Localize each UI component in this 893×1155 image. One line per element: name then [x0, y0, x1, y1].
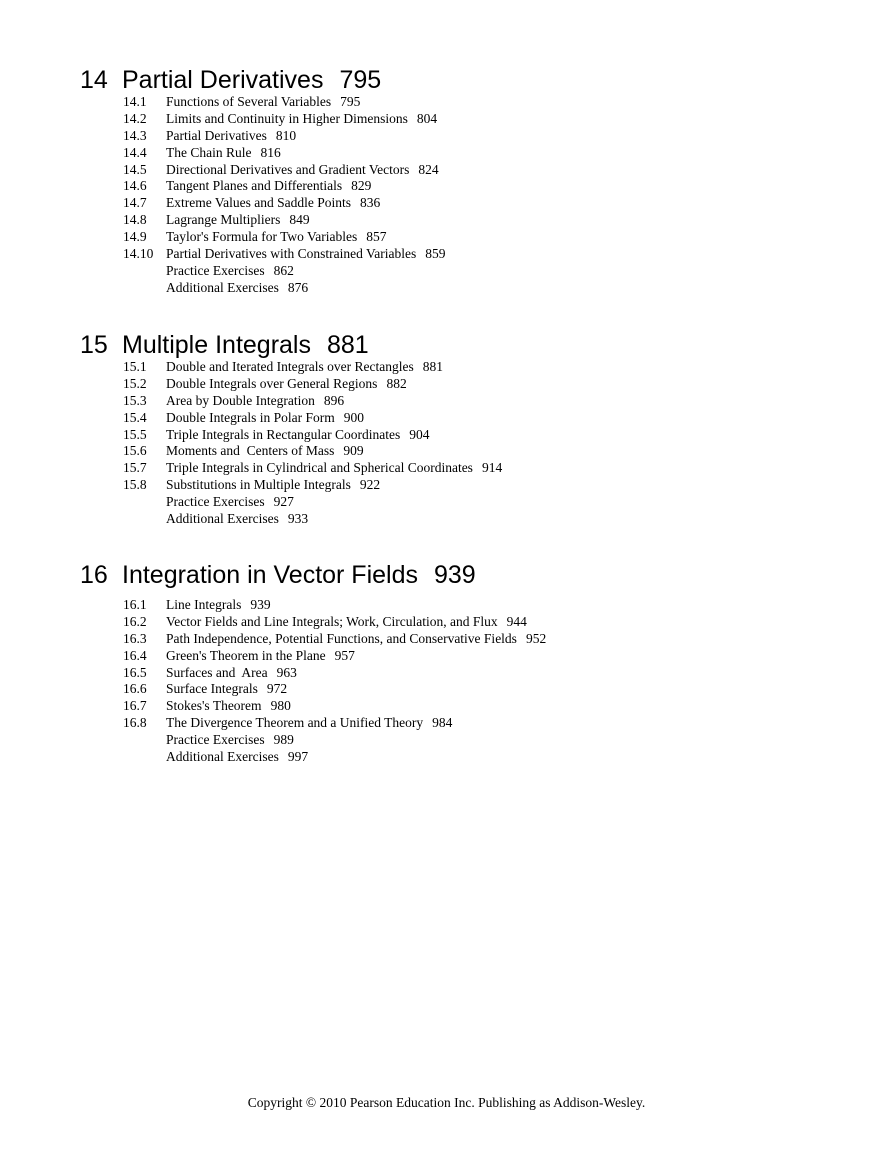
section-title: Triple Integrals in Rectangular Coordinates	[166, 426, 401, 442]
section-number: 16.4	[123, 647, 147, 663]
section-number: 16.3	[123, 630, 147, 646]
toc-section-entry	[123, 648, 546, 665]
section-page-number: 972	[266, 681, 288, 697]
toc-section-entry	[123, 681, 546, 698]
section-number: 14.9	[123, 229, 147, 245]
section-title: Limits and Continuity in Higher Dimensions	[166, 110, 408, 126]
section-number: 14.7	[123, 195, 147, 211]
section-title: Green's Theorem in the Plane	[166, 647, 326, 663]
toc-section-entry	[123, 614, 546, 631]
section-number: 14.2	[123, 110, 147, 126]
section-page-number: 881	[422, 359, 444, 374]
section-title: Practice Exercises	[166, 732, 265, 748]
section-page-number: 939	[250, 597, 271, 612]
toc-section-entry	[123, 178, 445, 195]
toc-section-entry	[123, 749, 546, 766]
toc-section-entry	[123, 477, 502, 494]
section-page-number: 952	[525, 630, 547, 646]
section-title: Surfaces and Area	[166, 664, 268, 680]
chapter-number: 16	[80, 561, 108, 589]
section-title: Partial Derivatives	[166, 127, 267, 143]
section-title: Practice Exercises	[166, 494, 265, 510]
section-page-number: 882	[386, 375, 407, 391]
section-title: Tangent Planes and Differentials	[166, 178, 343, 194]
section-number: 14.4	[123, 144, 147, 160]
section-page-number: 933	[287, 511, 309, 527]
section-number: 14.5	[123, 161, 147, 177]
section-title: Additional Exercises	[166, 279, 279, 295]
section-title: Practice Exercises	[166, 262, 265, 278]
section-title: Taylor's Formula for Two Variables	[166, 229, 358, 245]
section-page-number: 857	[366, 229, 387, 245]
section-list	[80, 597, 546, 766]
section-page-number: 804	[416, 110, 438, 126]
section-page-number: 824	[418, 161, 439, 177]
section-list	[80, 94, 445, 297]
section-title: Extreme Values and Saddle Points	[166, 195, 351, 211]
section-number: 15.5	[123, 426, 147, 442]
section-page-number: 944	[506, 613, 527, 629]
section-page-number: 849	[289, 212, 310, 228]
section-number: 14.10	[123, 246, 154, 262]
chapter-16	[80, 561, 546, 766]
toc-section-entry	[123, 393, 502, 410]
toc-section-entry	[123, 597, 546, 614]
toc-section-entry	[123, 511, 502, 528]
toc-section-entry	[123, 494, 502, 511]
section-title: Area by Double Integration	[166, 392, 315, 408]
section-page-number: 980	[270, 698, 291, 714]
section-title: Substitutions in Multiple Integrals	[166, 477, 351, 493]
chapter-page-number: 795	[339, 66, 382, 94]
section-number: 15.1	[123, 359, 147, 374]
section-title: Additional Exercises	[166, 511, 279, 527]
section-page-number: 997	[287, 749, 309, 765]
section-title: Directional Derivatives and Gradient Vectors	[166, 161, 410, 177]
toc-section-entry	[123, 410, 502, 427]
section-title: The Divergence Theorem and a Unified Theory	[166, 715, 424, 731]
section-title: Double Integrals in Polar Form	[166, 409, 335, 425]
chapter-title: Integration in Vector Fields	[122, 561, 418, 589]
toc-section-entry	[123, 280, 445, 297]
section-number: 15.8	[123, 477, 147, 493]
toc-section-entry	[123, 698, 546, 715]
section-page-number: 795	[340, 94, 361, 109]
toc-section-entry	[123, 128, 445, 145]
toc-section-entry	[123, 246, 445, 263]
section-number: 14.8	[123, 212, 147, 228]
section-page-number: 909	[343, 443, 364, 459]
toc-section-entry	[123, 376, 502, 393]
section-number: 14.3	[123, 127, 147, 143]
section-number: 14.6	[123, 178, 147, 194]
section-page-number: 963	[276, 664, 297, 680]
toc-section-entry	[123, 162, 445, 179]
chapter-15	[80, 331, 502, 528]
section-number: 15.6	[123, 443, 147, 459]
section-page-number: 927	[273, 494, 294, 510]
toc-section-entry	[123, 229, 445, 246]
chapter-heading	[80, 331, 502, 359]
toc-section-entry	[123, 732, 546, 749]
section-title: Triple Integrals in Cylindrical and Spherical Coordinates	[166, 460, 473, 476]
section-page-number: 862	[273, 262, 294, 278]
toc-section-entry	[123, 427, 502, 444]
section-page-number: 876	[287, 279, 309, 295]
section-page-number: 896	[323, 392, 345, 408]
toc-section-entry	[123, 111, 445, 128]
section-title: Stokes's Theorem	[166, 698, 262, 714]
section-title: Partial Derivatives with Constrained Variables	[166, 246, 417, 262]
chapter-heading	[80, 66, 445, 94]
section-title: Additional Exercises	[166, 749, 279, 765]
section-page-number: 904	[409, 426, 430, 442]
toc-section-entry	[123, 195, 445, 212]
section-number: 16.8	[123, 715, 147, 731]
chapter-page-number: 881	[326, 331, 369, 359]
section-number: 15.7	[123, 460, 147, 476]
toc-section-entry	[123, 94, 445, 111]
section-page-number: 900	[343, 409, 364, 425]
section-page-number: 829	[351, 178, 372, 194]
section-number: 16.6	[123, 681, 147, 697]
toc-section-entry	[123, 145, 445, 162]
section-title: Vector Fields and Line Integrals; Work, Circulation, and Flux	[166, 613, 498, 629]
section-page-number: 984	[432, 715, 453, 731]
toc-section-entry	[123, 263, 445, 280]
section-page-number: 810	[275, 127, 297, 143]
section-title: Lagrange Multipliers	[166, 212, 281, 228]
section-number: 16.5	[123, 664, 147, 680]
section-title: Functions of Several Variables	[166, 94, 332, 109]
chapter-title: Multiple Integrals	[122, 331, 311, 359]
section-page-number: 957	[334, 647, 355, 663]
toc-section-entry	[123, 715, 546, 732]
section-number: 16.1	[123, 597, 147, 612]
section-page-number: 922	[359, 477, 381, 493]
section-title: Path Independence, Potential Functions, and Conservative Fields	[166, 630, 517, 646]
toc-section-entry	[123, 631, 546, 648]
section-page-number: 816	[260, 144, 281, 160]
chapter-number: 14	[80, 66, 108, 94]
section-number: 15.2	[123, 375, 147, 391]
chapter-14	[80, 66, 445, 297]
chapter-number: 15	[80, 331, 108, 359]
chapter-page-number: 939	[434, 561, 476, 589]
section-number: 14.1	[123, 94, 147, 109]
toc-section-entry	[123, 665, 546, 682]
toc-section-entry	[123, 359, 502, 376]
section-number: 16.2	[123, 613, 147, 629]
copyright-footer: Copyright © 2010 Pearson Education Inc. Publishing as Addison-Wesley.	[247, 1095, 646, 1110]
section-number: 16.7	[123, 698, 147, 714]
toc-section-entry	[123, 443, 502, 460]
section-list	[80, 359, 502, 528]
section-number: 15.4	[123, 409, 147, 425]
toc-section-entry	[123, 460, 502, 477]
section-page-number: 989	[273, 732, 294, 748]
section-title: Double and Iterated Integrals over Rectangles	[166, 359, 414, 374]
toc-section-entry	[123, 212, 445, 229]
section-page-number: 859	[425, 246, 446, 262]
section-title: Double Integrals over General Regions	[166, 375, 378, 391]
section-title: Surface Integrals	[166, 681, 258, 697]
section-title: Line Integrals	[166, 597, 242, 612]
section-page-number: 836	[359, 195, 381, 211]
section-page-number: 914	[481, 460, 503, 476]
chapter-heading	[80, 561, 546, 589]
chapter-title: Partial Derivatives	[122, 66, 324, 94]
section-title: Moments and Centers of Mass	[166, 443, 335, 459]
section-title: The Chain Rule	[166, 144, 252, 160]
section-number: 15.3	[123, 392, 147, 408]
